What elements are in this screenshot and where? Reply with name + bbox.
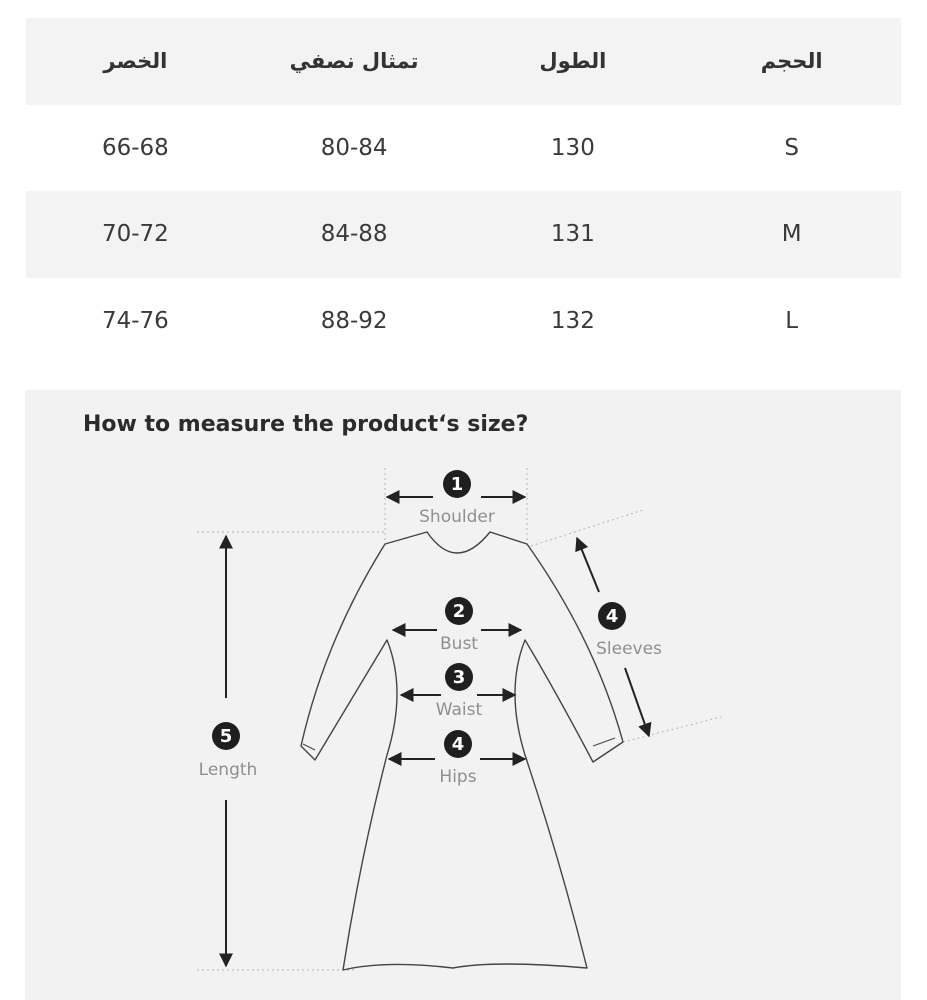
svg-text:5: 5 <box>219 726 233 747</box>
cell-size: S <box>784 134 799 161</box>
header-length: الطول <box>539 49 607 74</box>
cell-length: 131 <box>550 221 595 248</box>
svg-text:Shoulder: Shoulder <box>419 507 495 527</box>
dress-diagram <box>25 390 901 1000</box>
shoulder-marker <box>419 470 495 527</box>
sleeves-marker <box>596 602 662 659</box>
cell-waist: 70-72 <box>101 221 169 248</box>
svg-text:Sleeves: Sleeves <box>596 639 662 659</box>
cell-size: L <box>785 307 799 334</box>
cell-length: 132 <box>550 307 595 334</box>
svg-text:2: 2 <box>452 601 466 622</box>
size-table <box>26 18 901 364</box>
cell-length: 130 <box>550 134 595 161</box>
table-row <box>26 105 901 192</box>
header-bust: تمثال نصفي <box>289 49 419 74</box>
header-waist: الخصر <box>103 49 168 74</box>
table-header-row <box>26 18 901 105</box>
cell-waist: 74-76 <box>101 307 169 334</box>
svg-text:3: 3 <box>452 667 466 688</box>
svg-text:Waist: Waist <box>435 700 483 720</box>
measurement-guide <box>25 390 901 1000</box>
cell-bust: 88-92 <box>320 307 388 334</box>
length-marker <box>199 722 258 780</box>
table-row <box>26 191 901 278</box>
table-row <box>26 278 901 365</box>
guide-title: How to measure the product‘s size? <box>83 412 529 437</box>
cell-bust: 80-84 <box>320 134 388 161</box>
svg-text:Hips: Hips <box>439 767 477 787</box>
svg-text:Length: Length <box>198 760 258 780</box>
cell-size: M <box>781 221 802 248</box>
svg-text:4: 4 <box>451 734 465 755</box>
header-size: الحجم <box>760 49 823 74</box>
svg-text:4: 4 <box>605 606 619 627</box>
svg-text:1: 1 <box>450 474 464 495</box>
cell-bust: 84-88 <box>320 221 388 248</box>
cell-waist: 66-68 <box>101 134 169 161</box>
svg-text:Bust: Bust <box>440 634 478 654</box>
